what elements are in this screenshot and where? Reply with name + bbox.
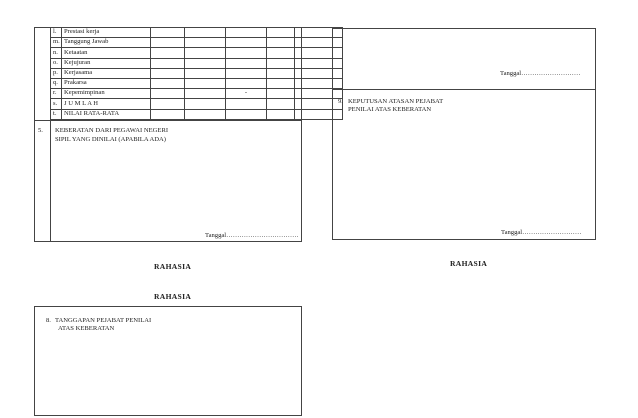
rating-cell[interactable] [151,78,185,88]
rating-row-label: Kerjasama [62,68,151,78]
rating-cell[interactable] [267,38,295,48]
rating-cell[interactable] [267,78,295,88]
section9-date-label-bottom[interactable]: Tanggal……………………… [501,229,582,236]
rating-cell[interactable] [185,109,226,119]
rating-row-letter: l. [51,28,62,38]
rating-row [51,48,343,58]
rating-table [50,27,343,120]
rating-cell[interactable] [267,28,295,38]
rating-cell[interactable] [185,58,226,68]
section5-title-line2: SIPIL YANG DINILAI (APABILA ADA) [55,136,166,143]
section9-top-divider [332,89,596,90]
rating-row-label: Prestasi kerja [62,28,151,38]
rating-cell[interactable] [185,38,226,48]
rating-row-letter: p. [51,68,62,78]
rating-cell[interactable] [267,109,295,119]
rating-cell[interactable] [151,109,185,119]
rating-row [51,89,343,99]
rahasia-label-left-1: RAHASIA [154,262,192,271]
rating-cell[interactable] [151,58,185,68]
section9-title-line2: PENILAI ATAS KEBERATAN [348,106,432,113]
rating-row-letter: o. [51,58,62,68]
rating-row [51,28,343,38]
table-bottom-rule [34,120,302,121]
section9-panel [332,28,596,240]
rating-row-label: Kepemimpinan [62,89,151,99]
rating-cell[interactable] [267,48,295,58]
rating-cell[interactable] [267,68,295,78]
rating-row [51,109,343,119]
rating-cell[interactable] [185,28,226,38]
rating-cell[interactable] [226,99,267,109]
rating-cell[interactable] [185,99,226,109]
section9-number: 9. [338,98,343,105]
rating-cell[interactable] [151,68,185,78]
rating-row-letter: q. [51,78,62,88]
rating-row [51,58,343,68]
rating-row-label: Prakarsa [62,78,151,88]
section8-title-line1: TANGGAPAN PEJABAT PENILAI [55,317,152,324]
rahasia-label-left-2: RAHASIA [154,292,192,301]
rating-cell[interactable] [267,89,295,99]
rating-cell[interactable]: - [226,89,267,99]
rating-row-letter: s. [51,99,62,109]
rating-cell[interactable] [185,78,226,88]
rating-cell[interactable] [185,68,226,78]
rating-row [51,99,343,109]
rating-cell[interactable] [226,58,267,68]
rating-cell[interactable] [185,89,226,99]
rating-cell[interactable] [226,28,267,38]
rating-row-letter: m. [51,38,62,48]
rating-cell[interactable] [267,99,295,109]
rahasia-label-right: RAHASIA [450,259,488,268]
rating-row-label: Tanggung Jawab [62,38,151,48]
rating-row-letter: t. [51,109,62,119]
rating-cell[interactable] [151,99,185,109]
rating-cell[interactable] [226,78,267,88]
rating-row-label: Kejujuran [62,58,151,68]
rating-row [51,68,343,78]
rating-row-letter: r. [51,89,62,99]
rating-row-label: J U M L A H [62,99,151,109]
rating-cell[interactable] [226,68,267,78]
rating-cell[interactable] [151,38,185,48]
rating-row-label: Ketaatan [62,48,151,58]
rating-cell[interactable] [185,48,226,58]
rating-cell[interactable] [267,58,295,68]
section5-number: 5. [38,127,43,134]
rating-cell[interactable] [226,109,267,119]
section8-title-line2: ATAS KEBERATAN [58,325,115,332]
section5-title-line1: KEBERATAN DARI PEGAWAI NEGERI [55,127,169,134]
rating-cell[interactable] [151,28,185,38]
rating-row-letter: n. [51,48,62,58]
rating-cell[interactable] [151,89,185,99]
section8-number: 8. [46,317,51,324]
section9-date-label-top[interactable]: Tanggal……………………… [500,70,581,77]
rating-row [51,38,343,48]
rating-cell[interactable] [151,48,185,58]
section9-title-line1: KEPUTUSAN ATASAN PEJABAT [348,98,444,105]
section5-date-label[interactable]: Tanggal…………………………… [205,232,299,239]
rating-row-label: NILAI RATA-RATA [62,109,151,119]
rating-row [51,78,343,88]
rating-cell[interactable] [226,38,267,48]
rating-cell[interactable] [226,48,267,58]
